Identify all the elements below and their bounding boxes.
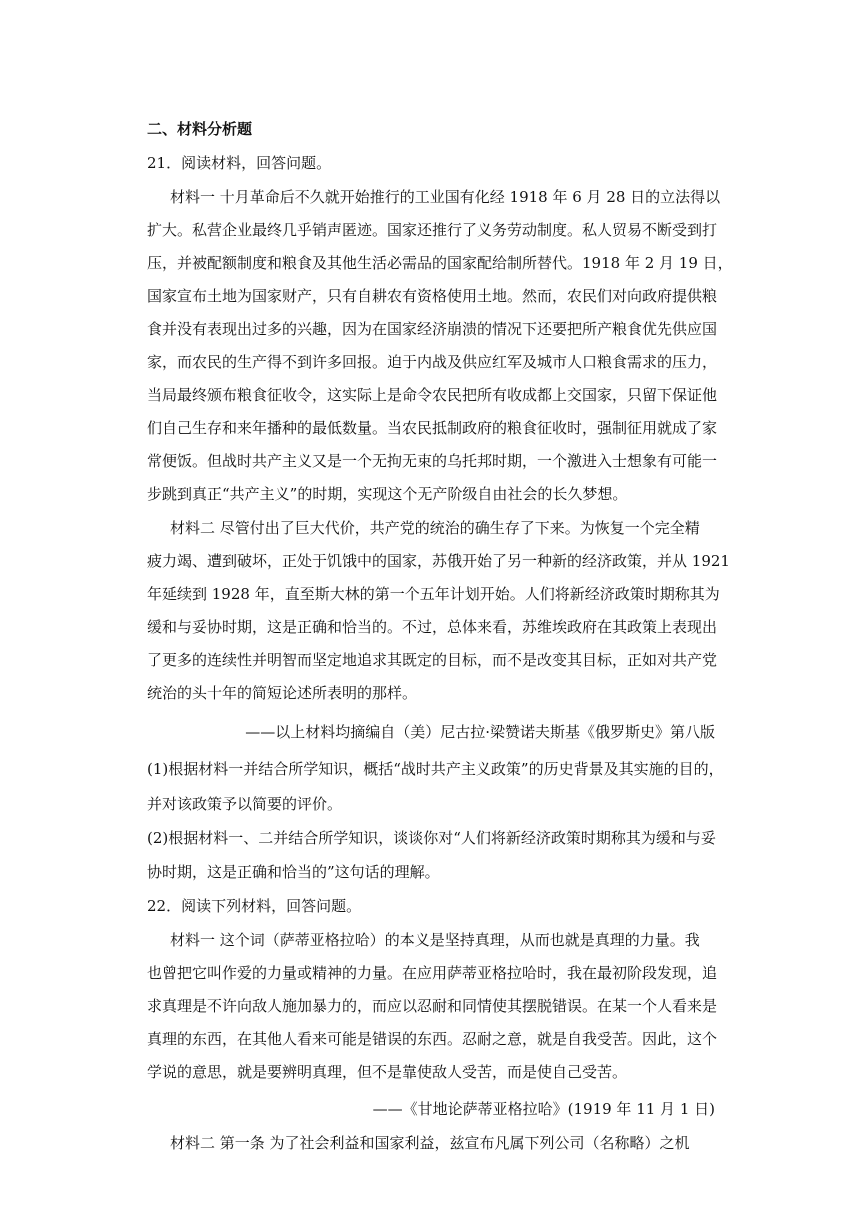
text-line: 国家宣布土地为国家财产，只有自耕农有资格使用土地。然而，农民们对向政府提供粮 <box>147 287 718 305</box>
text-line: (2)根据材料一、二并结合所学知识，谈谈你对“人们将新经济政策时期称其为缓和与妥 <box>147 829 716 847</box>
source-citation: ——以上材料均摘编自（美）尼古拉·梁赞诺夫斯基《俄罗斯史》第八版 <box>245 723 715 741</box>
text-line: 材料一 十月革命后不久就开始推行的工业国有化经 1918 年 6 月 28 日的立法得以 <box>170 188 721 206</box>
text-line: 材料一 这个词（萨蒂亚格拉哈）的本义是坚持真理，从而也就是真理的力量。我 <box>170 931 700 949</box>
text-line: 常便饭。但战时共产主义又是一个无拘无束的乌托邦时期，一个激进入士想象有可能一 <box>147 452 718 470</box>
question-21-title: 21．阅读材料，回答问题。 <box>147 154 332 172</box>
question-22-title: 22．阅读下列材料，回答问题。 <box>147 897 362 915</box>
text-line: 年延续到 1928 年，直至斯大林的第一个五年计划开始。人们将新经济政策时期称其为 <box>147 585 720 603</box>
text-line: 学说的意思，就是要辨明真理，但不是靠使敌人受苦，而是使自己受苦。 <box>147 1063 628 1081</box>
text-line: 也曾把它叫作爱的力量或精神的力量。在应用萨蒂亚格拉哈时，我在最初阶段发现，追 <box>147 964 718 982</box>
text-line: (1)根据材料一并结合所学知识，概括“战时共产主义政策”的历史背景及其实施的目的， <box>147 760 724 778</box>
text-line: 真理的东西，在其他人看来可能是错误的东西。忍耐之意，就是自我受苦。因此，这个 <box>147 1030 718 1048</box>
text-line: 家，而农民的生产得不到许多回报。迫于内战及供应红军及城市人口粮食需求的压力， <box>147 353 718 371</box>
text-line: 缓和与妥协时期，这是正确和恰当的。不过，总体来看，苏维埃政府在其政策上表现出 <box>147 618 718 636</box>
text-line: 压，并被配额制度和粮食及其他生活必需品的国家配给制所替代。1918 年 2 月 19 日， <box>147 254 733 272</box>
source-citation: ——《甘地论萨蒂亚格拉哈》(1919 年 11 月 1 日) <box>372 1100 715 1118</box>
text-line: 食并没有表现出过多的兴趣，因为在国家经济崩溃的情况下还要把所产粮食优先供应国 <box>147 320 718 338</box>
text-line: 求真理是不许向敌人施加暴力的，而应以忍耐和同情使其摆脱错误。在某一个人看来是 <box>147 997 718 1015</box>
text-line: 步跳到真正“共产主义”的时期，实现这个无产阶级自由社会的长久梦想。 <box>147 485 628 503</box>
text-line: 材料二 尽管付出了巨大代价，共产党的统治的确生存了下来。为恢复一个完全精 <box>170 519 700 537</box>
text-line: 当局最终颁布粮食征收令，这实际上是命令农民把所有收成都上交国家，只留下保证他 <box>147 386 718 404</box>
text-line: 统治的头十年的简短论述所表明的那样。 <box>147 684 418 702</box>
text-line: 并对该政策予以简要的评价。 <box>147 795 343 813</box>
text-line: 了更多的连续性并明智而坚定地追求其既定的目标，而不是改变其目标，正如对共产党 <box>147 651 718 669</box>
text-line: 们自己生存和来年播种的最低数量。当农民抵制政府的粮食征收时，强制征用就成了家 <box>147 419 718 437</box>
section-heading: 二、材料分析题 <box>147 120 253 138</box>
question-22-material-2-line: 材料二 第一条 为了社会利益和国家利益，兹宣布凡属下列公司（名称略）之机 <box>170 1134 690 1152</box>
text-line: 协时期，这是正确和恰当的”这句话的理解。 <box>147 863 440 881</box>
text-line: 疲力竭、遭到破坏，正处于饥饿中的国家，苏俄开始了另一种新的经济政策，并从 1921 <box>147 552 730 570</box>
text-line: 扩大。私营企业最终几乎销声匿迹。国家还推行了义务劳动制度。私人贸易不断受到打 <box>147 221 718 239</box>
